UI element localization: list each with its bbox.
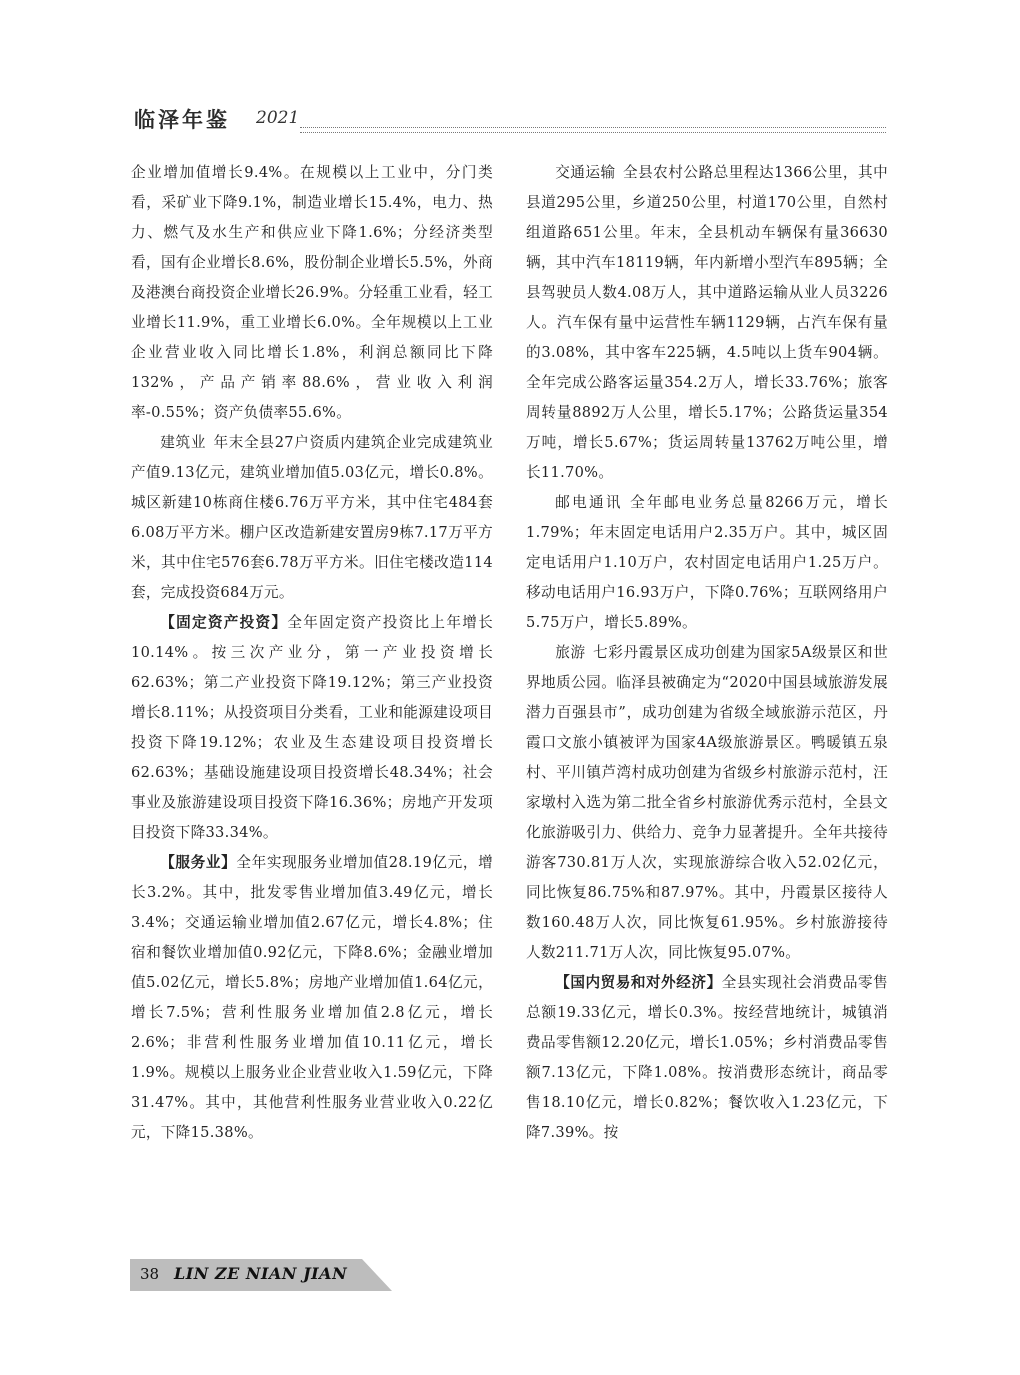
trade-heading: 【国内贸易和对外经济】 (555, 974, 722, 991)
telecom-paragraph (526, 488, 888, 638)
trade-paragraph (526, 968, 888, 1148)
construction-paragraph (131, 428, 493, 608)
yearbook-title: 临泽年鉴 (134, 108, 230, 132)
yearbook-year: 2021 (256, 108, 300, 128)
services-paragraph (131, 848, 493, 1148)
footer-title: LIN ZE NIAN JIAN (174, 1264, 348, 1283)
fixed-investment-paragraph (131, 608, 493, 848)
tourism-paragraph (526, 638, 888, 968)
telecom-text: 全年邮电业务总量8266万元，增长1.79%；年末固定电话用户2.35万户。其中，城区固定电话用户1.10万户，农村固定电话用户1.25万户。移动电话用户16.93万户，下降0.76%；互联网络用户5.75万户，增长5.89%。 (526, 494, 888, 631)
page-number: 38 (140, 1265, 160, 1283)
telecom-heading: 邮电通讯 (555, 494, 623, 511)
construction-heading: 建筑业 (160, 434, 207, 451)
construction-text: 年末全县27户资质内建筑企业完成建筑业产值9.13亿元，建筑业增加值5.03亿元，增长0.8%。城区新建10栋商住楼6.76万平方米，其中住宅484套6.08万平方米。棚户区改造新建安置房9栋7.17万平方米，其中住宅576套6.78万平方米。旧住宅楼改造114套，完成投资684万元。 (131, 434, 493, 601)
page-footer (130, 1259, 392, 1291)
transport-heading: 交通运输 (555, 164, 616, 181)
services-heading: 【服务业】 (160, 854, 237, 871)
tourism-text: 七彩丹霞景区成功创建为国家5A级景区和世界地质公园。临泽县被确定为“2020中国县域旅游发展潜力百强县市”，成功创建为省级全域旅游示范区，丹霞口文旅小镇被评为国家4A级旅游景区。鸭暖镇五泉村、平川镇芦湾村成功创建为省级乡村旅游示范村，汪家墩村入选为第二批全省乡村旅游优秀示范村，全县文化旅游吸引力、供给力、竞争力显著提升。全年共接待游客730.81万人次，实现旅游综合收入52.02亿元，同比恢复86.75%和87.97%。其中，丹霞景区接待人数160.48万人次，同比恢复61.95%。乡村旅游接待人数211.71万人次，同比恢复95.07%。 (526, 644, 888, 961)
trade-text: 全县实现社会消费品零售总额19.33亿元，增长0.3%。按经营地统计，城镇消费品零售额12.20亿元，增长1.05%；乡村消费品零售额7.13亿元，下降1.08%。按消费形态统计，商品零售18.10亿元，增长0.82%；餐饮收入1.23亿元，下降7.39%。按 (526, 974, 888, 1141)
fixed-investment-text: 全年固定资产投资比上年增长10.14%。按三次产业分，第一产业投资增长62.63%；第二产业投资下降19.12%；第三产业投资增长8.11%；从投资项目分类看，工业和能源建设项目投资下降19.12%；农业及生态建设项目投资增长62.63%；基础设施建设项目投资增长48.34%；社会事业及旅游建设项目投资下降16.36%；房地产开发项目投资下降33.34%。 (131, 614, 493, 841)
transport-text: 全县农村公路总里程达1366公里，其中县道295公里，乡道250公里，村道170公里，自然村组道路651公里。年末，全县机动车辆保有量36630辆，其中汽车18119辆，年内新增小型汽车895辆；全县驾驶员人数4.08万人，其中道路运输从业人员3226人。汽车保有量中运营性车辆1129辆，占汽车保有量的3.08%，其中客车225辆，4.5吨以上货车904辆。全年完成公路客运量354.2万人，增长33.76%；旅客周转量8892万人公里，增长5.17%；公路货运量354万吨，增长5.67%；货运周转量13762万吨公里，增长11.70%。 (526, 164, 889, 481)
transport-paragraph (526, 158, 888, 488)
fixed-investment-heading: 【固定资产投资】 (160, 614, 288, 631)
tourism-heading: 旅游 (555, 644, 586, 661)
header-dotted-rule (300, 127, 886, 133)
running-header (128, 100, 886, 134)
right-column (526, 158, 888, 1148)
left-column (131, 158, 493, 1148)
industry-paragraph: 企业增加值增长9.4%。在规模以上工业中，分门类看，采矿业下降9.1%，制造业增长15.4%，电力、热力、燃气及水生产和供应业下降1.6%；分经济类型看，国有企业增长8.6%，股份制企业增长5.5%，外商及港澳台商投资企业增长26.9%。分轻重工业看，轻工业增长11.9%，重工业增长6.0%。全年规模以上工业企业营业收入同比增长1.8%，利润总额同比下降132%，产品产销率88.6%，营业收入利润率-0.55%；资产负债率55.6%。 (131, 164, 493, 421)
services-text: 全年实现服务业增加值28.19亿元，增长3.2%。其中，批发零售业增加值3.49亿元，增长3.4%；交通运输业增加值2.67亿元，增长4.8%；住宿和餐饮业增加值0.92亿元，下降8.6%；金融业增加值5.02亿元，增长5.8%；房地产业增加值1.64亿元，增长7.5%；营利性服务业增加值2.8亿元，增长2.6%；非营利性服务业增加值10.11亿元，增长1.9%。规模以上服务业企业营业收入1.59亿元，下降31.47%。其中，其他营利性服务业营业收入0.22亿元，下降15.38%。 (131, 854, 493, 1141)
